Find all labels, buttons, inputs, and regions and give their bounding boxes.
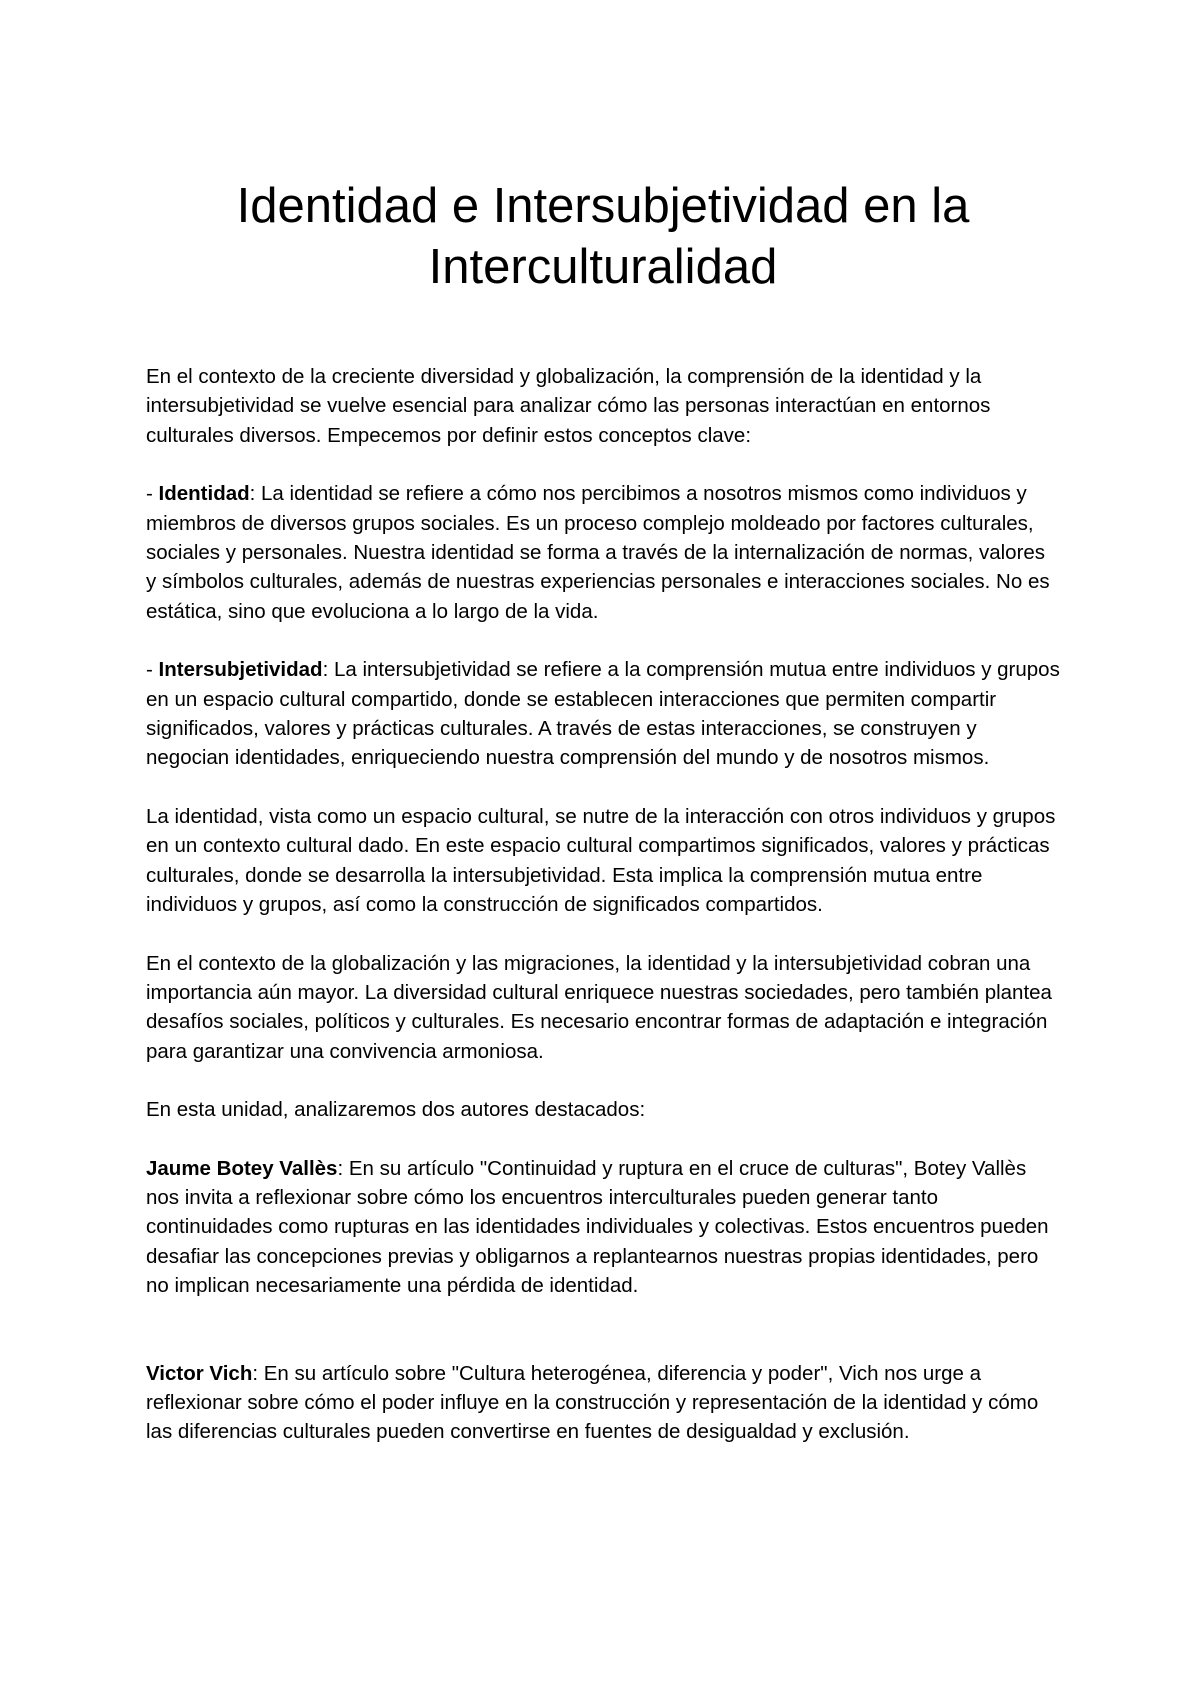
- vich-paragraph: [146, 1359, 1060, 1447]
- intersubjetividad-paragraph: [146, 655, 1060, 773]
- autores-intro-paragraph: En esta unidad, analizaremos dos autores destacados:: [146, 1098, 646, 1122]
- identidad-prefix: -: [146, 482, 159, 506]
- document-title: Identidad e Intersubjetividad en la Interculturalidad: [236, 179, 970, 294]
- identidad-term: Identidad: [158, 482, 250, 506]
- intro-paragraph: En el contexto de la creciente diversidad y globalización, la comprensión de la identidad y la intersubjetividad se vuelve esencial para analizar cómo las personas interactúan en entornos culturales diversos. Empecemos por definir estos conceptos clave:: [146, 365, 991, 447]
- botey-text: : En su artículo "Continuidad y ruptura en el cruce de culturas", Botey Vallès nos invita a reflexionar sobre cómo los encuentros interculturales pueden generar tanto continuidades como rupturas en las identidades individuales y colectivas. Estos encuentros pueden desafiar las concepciones previas y obligarnos a replantearnos nuestras propias identidades, pero no implican necesariamente una pérdida de identidad.: [146, 1156, 1049, 1298]
- intersubjetividad-term: Intersubjetividad: [158, 658, 323, 682]
- identidad-text: : La identidad se refiere a cómo nos percibimos a nosotros mismos como individuos y miembros de diversos grupos sociales. Es un proceso complejo moldeado por factores culturales, sociales y personales. Nuestra identidad se forma a través de la internalización de normas, valores y símbolos culturales, además de nuestras experiencias personales e interacciones sociales. No es estática, sino que evoluciona a lo largo de la vida.: [146, 482, 1050, 623]
- identidad-paragraph: [146, 479, 1060, 626]
- globalizacion-paragraph: En el contexto de la globalización y las migraciones, la identidad y la intersubjetividad cobran una importancia aún mayor. La diversidad cultural enriquece nuestras sociedades, pero también plantea desafíos sociales, políticos y culturales. Es necesario encontrar formas de adaptación e integración para garantizar una convivencia armoniosa.: [146, 951, 1052, 1063]
- intersubjetividad-text: : La intersubjetividad se refiere a la comprensión mutua entre individuos y grupos en un espacio cultural compartido, donde se establecen interacciones que permiten compartir significados, valores y prácticas culturales. A través de estas interacciones, se construyen y negocian identidades, enriqueciendo nuestra comprensión del mundo y de nosotros mismos.: [146, 658, 1060, 770]
- vich-name: Victor Vich: [146, 1361, 253, 1385]
- intersubjetividad-prefix: -: [146, 658, 159, 682]
- botey-paragraph: [146, 1154, 1060, 1301]
- espacio-cultural-paragraph: La identidad, vista como un espacio cultural, se nutre de la interacción con otros individuos y grupos en un contexto cultural dado. En este espacio cultural compartimos significados, valores y prácticas culturales, donde se desarrolla la intersubjetividad. Esta implica la comprensión mutua entre individuos y grupos, así como la construcción de significados compartidos.: [146, 804, 1056, 917]
- vich-text: : En su artículo sobre "Cultura heterogénea, diferencia y poder", Vich nos urge a reflexionar sobre cómo el poder influye en la construcción y representación de la identidad y cómo las diferencias culturales pueden convertirse en fuentes de desigualdad y exclusión.: [146, 1361, 1039, 1444]
- botey-name: Jaume Botey Vallès: [146, 1156, 338, 1180]
